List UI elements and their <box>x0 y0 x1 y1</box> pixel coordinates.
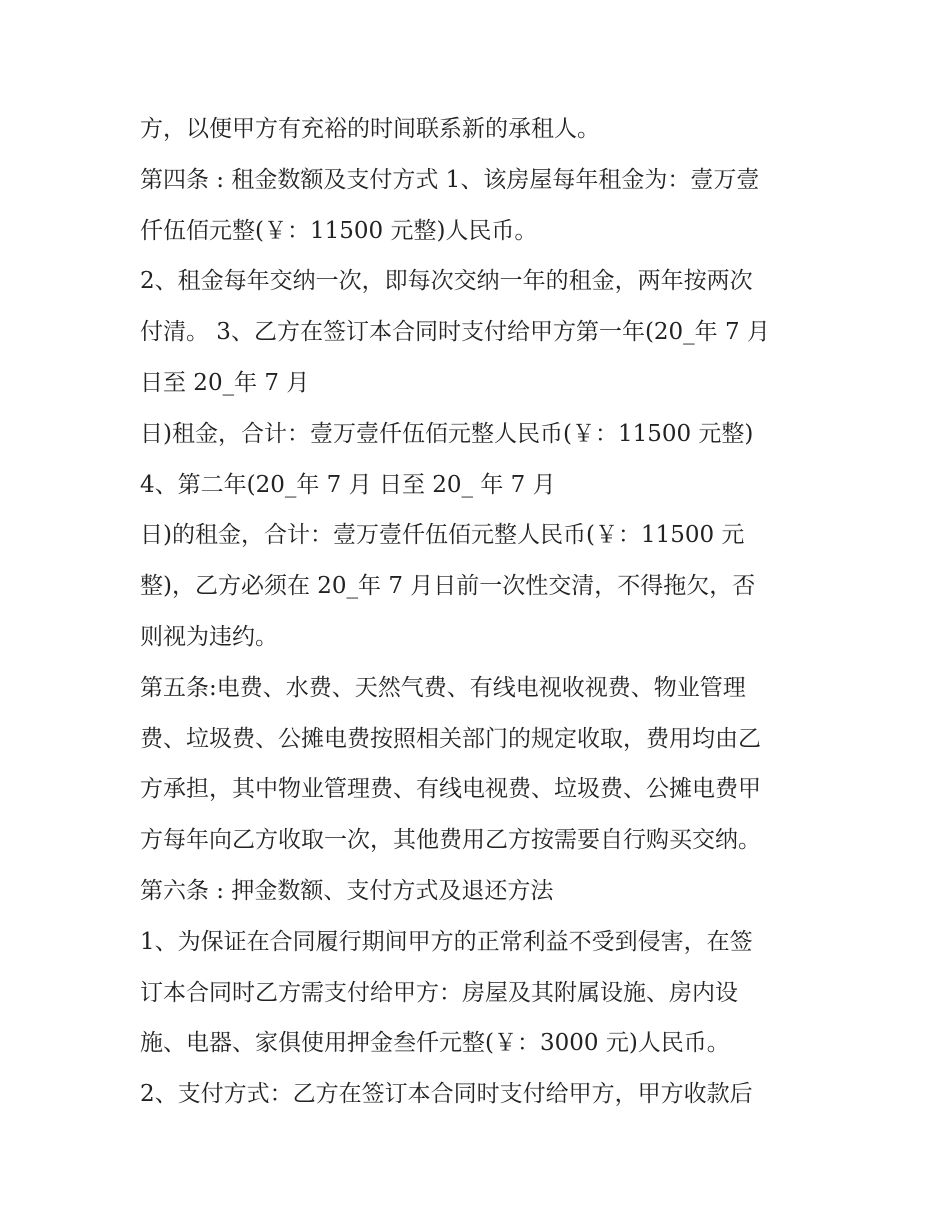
text-line: 4、第二年(20_年 7 月 日至 20_ 年 7 月 <box>140 471 556 498</box>
text-line: 1、为保证在合同履行期间甲方的正常利益不受到侵害，在签 <box>140 928 753 955</box>
text-line: 2、支付方式：乙方在签订本合同时支付给甲方，甲方收款后 <box>140 1081 753 1108</box>
text-line: 日至 20_年 7 月 <box>140 369 310 396</box>
text-line: 施、电器、家俱使用押金叁仟元整(￥：3000 元)人民币。 <box>140 1030 730 1057</box>
text-line: 方，以便甲方有充裕的时间联系新的承租人。 <box>140 116 600 142</box>
text-line: 日)租金，合计：壹万壹仟伍佰元整人民币(￥：11500 元整) <box>140 420 754 447</box>
text-line: 第五条:电费、水费、天然气费、有线电视收视费、物业管理 <box>140 674 746 701</box>
text-line: 方每年向乙方收取一次，其他费用乙方按需要自行购买交纳。 <box>140 827 761 854</box>
text-line: 则视为违约。 <box>140 623 278 650</box>
text-line: 仟伍佰元整(￥：11500 元整)人民币。 <box>140 217 538 244</box>
text-line: 整)，乙方必须在 20_年 7 月日前一次性交清，不得拖欠，否 <box>140 573 756 600</box>
text-line: 第四条 : 租金数额及支付方式 1、该房屋每年租金为：壹万壹 <box>140 166 760 193</box>
document-body <box>140 104 830 1120</box>
text-line: 订本合同时乙方需支付给甲方：房屋及其附属设施、房内设 <box>140 979 738 1006</box>
text-line: 付清。 3、乙方在签订本合同时支付给甲方第一年(20_年 7 月 <box>140 319 770 346</box>
text-line: 2、租金每年交纳一次，即每次交纳一年的租金，两年按两次 <box>140 268 753 295</box>
text-line: 日)的租金，合计：壹万壹仟伍佰元整人民币(￥：11500 元 <box>140 522 745 549</box>
text-line: 第六条 : 押金数额、支付方式及退还方法 <box>140 877 554 904</box>
text-line: 方承担，其中物业管理费、有线电视费、垃圾费、公摊电费甲 <box>140 776 761 803</box>
text-line: 费、垃圾费、公摊电费按照相关部门的规定收取，费用均由乙 <box>140 725 761 752</box>
